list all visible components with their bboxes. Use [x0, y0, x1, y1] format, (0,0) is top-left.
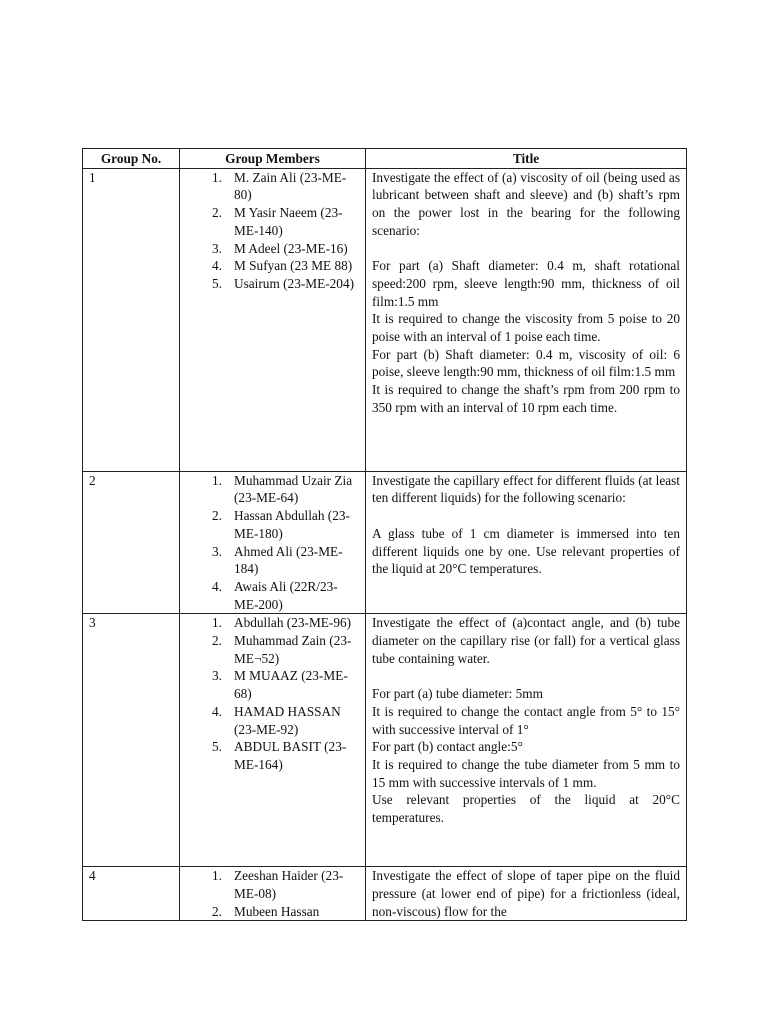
title-cell: [366, 867, 687, 921]
title-paragraph: Investigate the capillary effect for different fluids (at least ten different liquids) for the following scenario:: [372, 472, 680, 506]
group-number: 2: [83, 471, 180, 614]
member-item: M Adeel (23-ME-16): [234, 240, 348, 256]
member-item: HAMAD HASSAN (23-ME-92): [234, 703, 341, 737]
member-list: [186, 169, 359, 293]
group-number: 4: [83, 867, 180, 921]
table-row: [83, 867, 687, 921]
member-item: M MUAAZ (23-ME-68): [234, 668, 348, 702]
title-paragraph: It is required to change the tube diameter from 5 mm to 15 mm with successive intervals of 1 mm.: [372, 756, 680, 790]
title-paragraph: It is required to change the viscosity from 5 poise to 20 poise with an interval of 1 poise each time.: [372, 311, 680, 345]
member-list: [186, 867, 359, 920]
member-list: [186, 472, 359, 614]
group-members-cell: [180, 614, 366, 867]
title-paragraph: A glass tube of 1 cm diameter is immersed into ten different liquids one by one. Use relevant properties of the liquid at 20°C temperatures.: [372, 525, 680, 577]
table-row: [83, 471, 687, 614]
header-group-members: Group Members: [180, 149, 366, 169]
header-group-no: Group No.: [83, 149, 180, 169]
title-paragraph: For part (a) Shaft diameter: 0.4 m, shaft rotational speed:200 rpm, sleeve length:90 mm, thickness of oil film:1.5 mm: [372, 258, 680, 309]
table-row: [83, 168, 687, 471]
title-paragraph: Investigate the effect of slope of taper pipe on the fluid pressure (at lower end of pipe) for a frictionless (ideal, non-viscous) flow for the: [372, 868, 680, 919]
group-members-cell: [180, 867, 366, 921]
member-item: Awais Ali (22R/23-ME-200): [234, 578, 338, 612]
member-item: Ahmed Ali (23-ME-184): [234, 543, 343, 577]
group-members-cell: [180, 471, 366, 614]
member-item: M Sufyan (23 ME 88): [234, 258, 353, 274]
member-item: ABDUL BASIT (23-ME-164): [234, 739, 347, 772]
member-item: Abdullah (23-ME-96): [234, 615, 352, 631]
header-row: [83, 149, 687, 169]
member-item: M. Zain Ali (23-ME-80): [234, 169, 347, 203]
title-paragraph: For part (b) contact angle:5°: [372, 739, 523, 755]
header-title: Title: [366, 149, 687, 169]
group-assignment-table: [82, 148, 687, 921]
title-paragraph: It is required to change the contact angle from 5° to 15° with successive interval of 1°: [372, 703, 680, 737]
member-item: Usairum (23-ME-204): [234, 275, 355, 291]
title-cell: [366, 614, 687, 867]
title-paragraph: Investigate the effect of (a)contact angle, and (b) tube diameter on the capillary rise (or fall) for a vertical glass tube containing water.: [372, 615, 680, 666]
member-item: M Yasir Naeem (23-ME-140): [234, 205, 343, 238]
member-item: Muhammad Zain (23-ME¬52): [234, 633, 352, 666]
title-paragraph: Investigate the effect of (a) viscosity of oil (being used as lubricant between shaft and sleeve) and (b) shaft’s rpm on the power lost in the bearing for the following scenario:: [372, 169, 680, 238]
member-item: Hassan Abdullah (23-ME-180): [234, 508, 350, 541]
title-cell: [366, 471, 687, 614]
member-item: Zeeshan Haider (23-ME-08): [234, 868, 344, 902]
title-paragraph: For part (a) tube diameter: 5mm: [372, 686, 543, 702]
member-item: Muhammad Uzair Zia (23-ME-64): [234, 472, 353, 506]
table-row: [83, 614, 687, 867]
title-paragraph: Use relevant properties of the liquid at 20°C temperatures.: [372, 792, 680, 826]
group-members-cell: [180, 168, 366, 471]
title-paragraph: It is required to change the shaft’s rpm from 200 rpm to 350 rpm with an interval of 10 rpm each time.: [372, 382, 680, 415]
title-paragraph: For part (b) Shaft diameter: 0.4 m, viscosity of oil: 6 poise, sleeve length:90 mm, thickness of oil film:1.5 mm: [372, 346, 680, 380]
group-number: 3: [83, 614, 180, 867]
member-item: Mubeen Hassan: [234, 903, 320, 919]
title-cell: [366, 168, 687, 471]
group-number: 1: [83, 168, 180, 471]
member-list: [186, 614, 359, 773]
